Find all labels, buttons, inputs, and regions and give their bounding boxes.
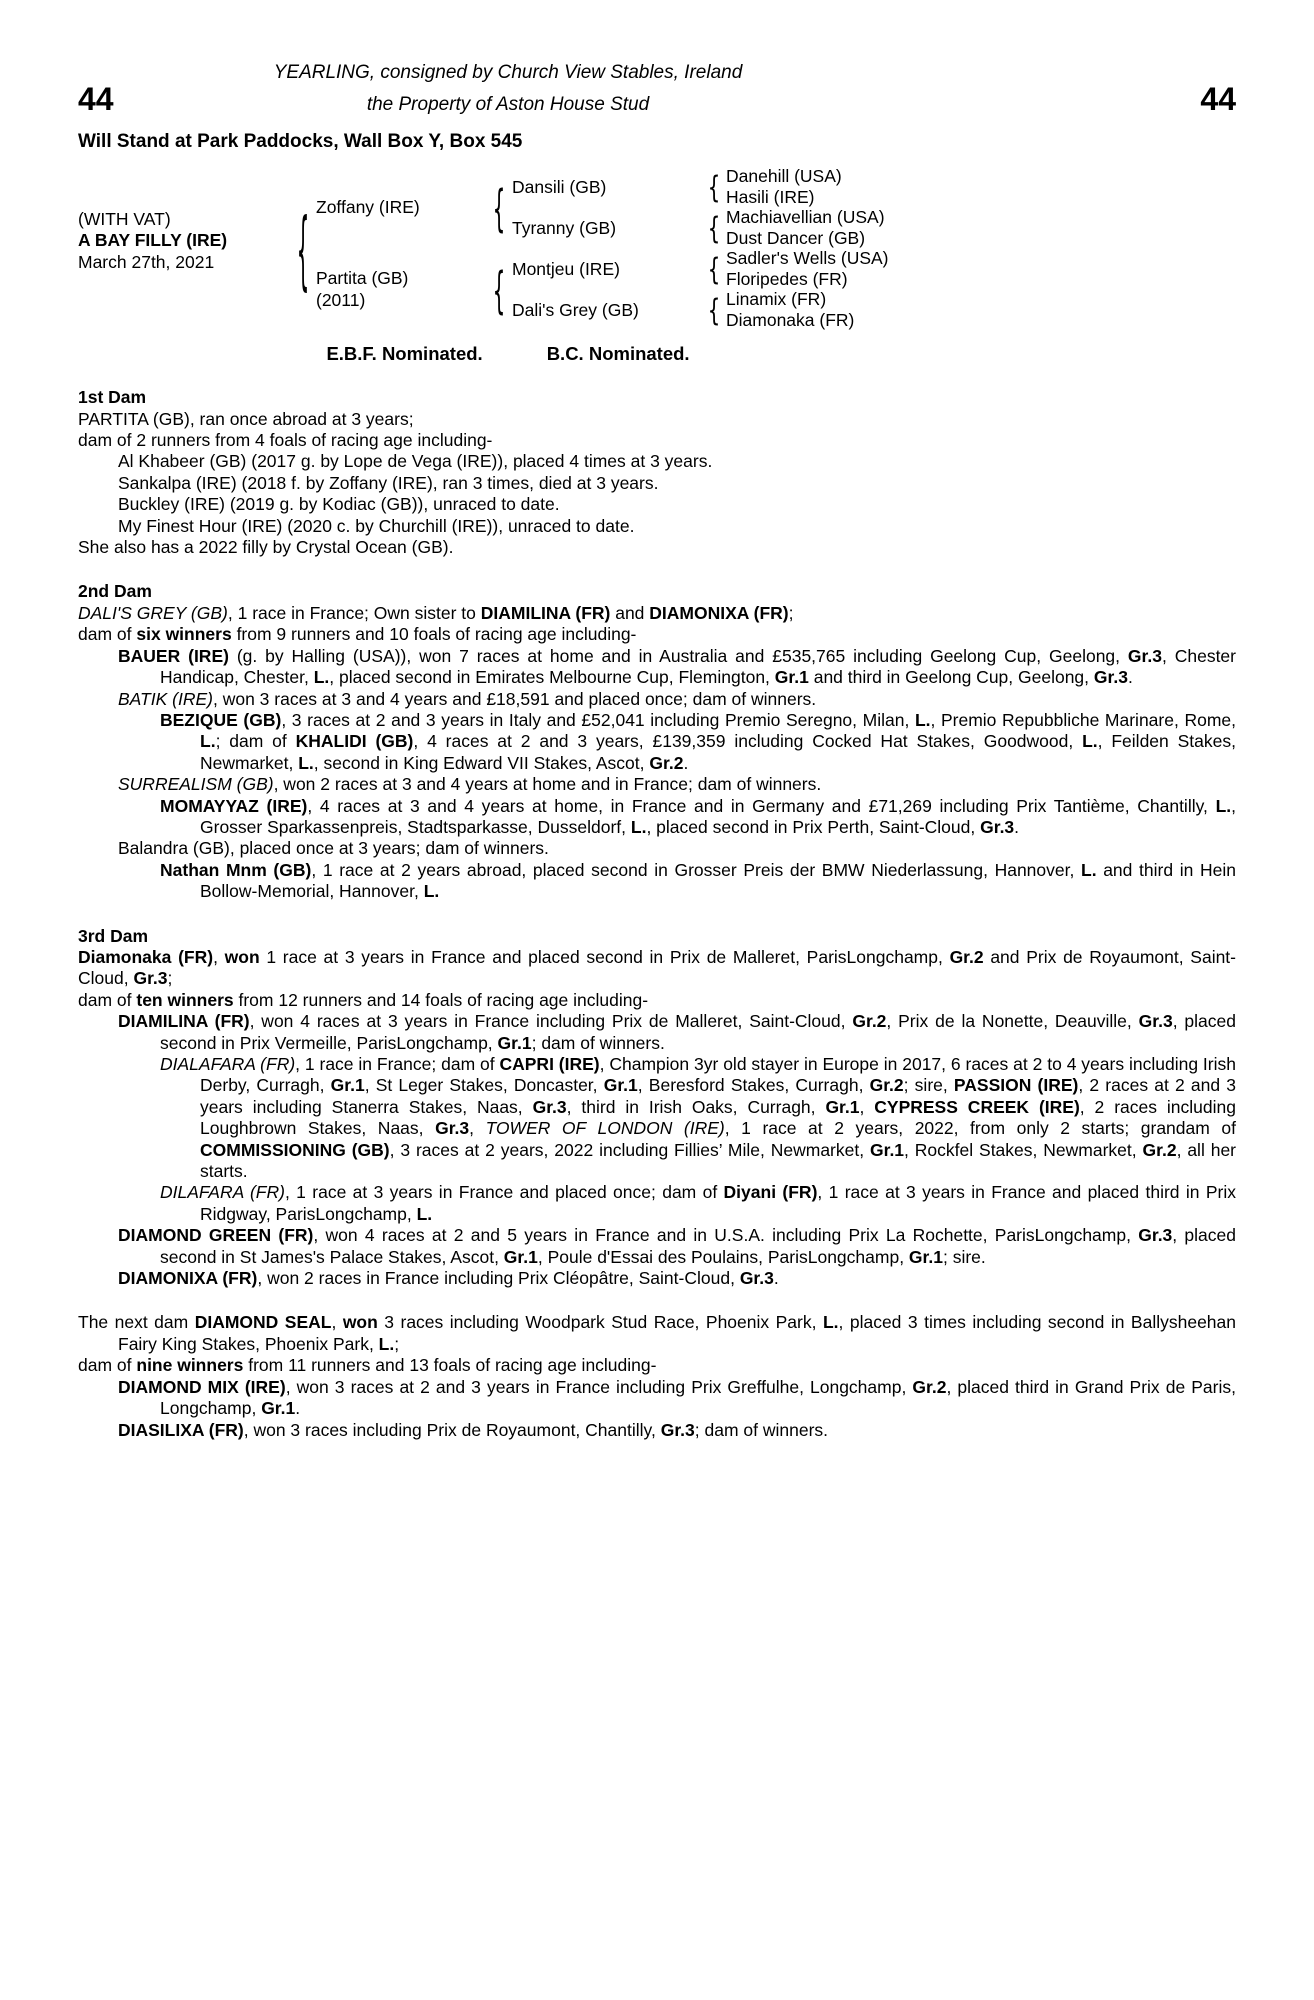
produce-record: DIAMILINA (FR), won 4 races at 3 years in France including Prix de Malleret, Saint-Cloud, Gr.2, Prix de la Nonette, Deauville, Gr.3, placed second in Prix Vermeille, ParisLongchamp, Gr.1; dam of winners.: [118, 1011, 1236, 1053]
mare-record: PARTITA (GB), ran once abroad at 3 years;: [78, 408, 414, 429]
produce-record: DIALAFARA (FR), 1 race in France; dam of CAPRI (IRE), Champion 3yr old stayer in Europe in 2017, 6 races at 2 to 4 years including Irish Derby, Curragh, Gr.1, St Leger Stakes, Doncaster, Gr.1, Beresford Stakes, Curragh, Gr.2; sire, PASSION (IRE), 2 races at 2 and 3 years including Stanerra Stakes, Naas, Gr.3, third in Irish Oaks, Curragh, Gr.1, CYPRESS CREEK (IRE), 2 races including Loughbrown Stakes, Naas, Gr.3, TOWER OF LONDON (IRE), 1 race at 2 years, 2022, from only 2 starts; grandam of COMMISSIONING (GB), 3 races at 2 years, 2022 including Fillies’ Mile, Newmarket, Gr.1, Rockfel Stakes, Newmarket, Gr.2, all her starts.: [160, 1054, 1237, 1182]
lot-number-right: 44: [1200, 81, 1236, 118]
produce-record: DIASILIXA (FR), won 3 races including Prix de Royaumont, Chantilly, Gr.3; dam of winners.: [118, 1419, 829, 1440]
section-2nd-dam: [78, 581, 1236, 902]
ancestor-name: Danehill (USA): [726, 166, 842, 187]
pedigree-brace-icon: {: [707, 169, 721, 206]
consignor-line: YEARLING, consigned by Church View Stables, Ireland: [273, 62, 743, 83]
produce-record: DILAFARA (FR), 1 race at 3 years in France and placed once; dam of Diyani (FR), 1 race at 3 years in France and placed third in Prix Ridgway, ParisLongchamp, L.: [160, 1182, 1236, 1224]
granddam-name: Tyranny (GB): [512, 217, 617, 238]
pedigree-brace-icon: {: [707, 292, 721, 329]
dam-name: Partita (GB): [316, 268, 409, 289]
ancestor-name: Sadler's Wells (USA): [726, 248, 889, 269]
mare-record: DALI'S GREY (GB), 1 race in France; Own sister to DIAMILINA (FR) and DIAMONIXA (FR);: [78, 602, 794, 623]
mare-record: The next dam DIAMOND SEAL, won 3 races including Woodpark Stud Race, Phoenix Park, L., placed 3 times including second in Ballysheehan Fairy King Stakes, Phoenix Park, L.;: [78, 1312, 1236, 1354]
ancestor-name: Linamix (FR): [726, 289, 827, 310]
ebf-nominated: E.B.F. Nominated.: [326, 342, 483, 364]
produce-intro: dam of six winners from 9 runners and 10 foals of racing age including-: [78, 624, 637, 645]
produce-record: BAUER (IRE) (g. by Halling (USA)), won 7 races at home and in Australia and £535,765 including Geelong Cup, Geelong, Gr.3, Chester Handicap, Chester, L., placed second in Emirates Melbourne Cup, Flemington, Gr.1 and third in Geelong Cup, Geelong, Gr.3.: [118, 645, 1236, 688]
ancestor-name: Hasili (IRE): [726, 186, 815, 207]
lot-number-left: 44: [78, 81, 114, 118]
pedigree-brace-icon: {: [492, 259, 506, 320]
produce-record: DIAMOND GREEN (FR), won 4 races at 2 and 5 years in France and in U.S.A. including Prix La Rochette, ParisLongchamp, Gr.3, placed second in St James's Palace Stakes, Ascot, Gr.1, Poule d'Essai des Poulains, ParisLongchamp, Gr.1; sire.: [118, 1225, 1236, 1267]
mare-note: She also has a 2022 filly by Crystal Ocean (GB).: [78, 537, 454, 558]
section-heading: 2nd Dam: [78, 581, 152, 602]
dam-year: (2011): [316, 289, 366, 310]
vat-note: (WITH VAT): [78, 208, 171, 229]
property-line: the Property of Aston House Stud: [366, 94, 650, 116]
dam-name-block: [316, 249, 486, 331]
produce-intro: dam of ten winners from 12 runners and 14 foals of racing age including-: [78, 989, 649, 1010]
section-heading: 3rd Dam: [78, 925, 149, 946]
produce-record: DIAMONIXA (FR), won 2 races in France including Prix Cléopâtre, Saint-Cloud, Gr.3.: [118, 1268, 779, 1289]
page-header: [78, 62, 1236, 153]
produce-record: Buckley (IRE) (2019 g. by Kodiac (GB)), unraced to date.: [118, 494, 560, 515]
pedigree-table: [78, 167, 1236, 331]
stand-location-line: Will Stand at Park Paddocks, Wall Box Y, Box 545: [78, 131, 523, 153]
produce-record: Al Khabeer (GB) (2017 g. by Lope de Vega (IRE)), placed 4 times at 3 years.: [118, 451, 713, 472]
produce-record: Balandra (GB), placed once at 3 years; dam of winners.: [118, 838, 549, 859]
produce-record: DIAMOND MIX (IRE), won 3 races at 2 and 3 years in France including Prix Greffulhe, Longchamp, Gr.2, placed third in Grand Prix de Paris, Longchamp, Gr.1.: [118, 1376, 1236, 1419]
pedigree-brace-icon: {: [492, 177, 506, 238]
ancestor-name: Diamonaka (FR): [726, 309, 855, 330]
produce-record: MOMAYYAZ (IRE), 4 races at 3 and 4 years at home, in France and in Germany and £71,269 including Prix Tantième, Chantilly, L., Grosser Sparkassenpreis, Stadtsparkasse, Dusseldorf, L., placed second in Prix Perth, Saint-Cloud, Gr.3.: [160, 795, 1237, 837]
produce-record: SURREALISM (GB), won 2 races at 3 and 4 years at home and in France; dam of winners.: [118, 774, 822, 795]
pedigree-brace-icon: {: [707, 210, 721, 247]
ancestor-name: Dust Dancer (GB): [726, 227, 866, 248]
horse-description: A BAY FILLY (IRE): [78, 230, 228, 251]
produce-intro: dam of nine winners from 11 runners and 13 foals of racing age including-: [78, 1355, 657, 1376]
ancestor-name: Floripedes (FR): [726, 268, 848, 289]
property-row: [78, 81, 1236, 127]
pedigree-brace-icon: {: [707, 251, 721, 288]
produce-record: BEZIQUE (GB), 3 races at 2 and 3 years in Italy and £52,041 including Premio Seregno, Milan, L., Premio Repubbliche Marinare, Rome, L.; dam of KHALIDI (GB), 4 races at 2 and 3 years, £139,359 including Cocked Hat Stakes, Goodwood, L., Feilden Stakes, Newmarket, L., second in King Edward VII Stakes, Ascot, Gr.2.: [160, 709, 1236, 773]
section-3rd-dam: [78, 926, 1236, 1290]
section-1st-dam: [78, 387, 1236, 558]
produce-record: Sankalpa (IRE) (2018 f. by Zoffany (IRE), ran 3 times, died at 3 years.: [118, 472, 659, 493]
grandsire-name: Montjeu (IRE): [512, 258, 620, 279]
bc-nominated: B.C. Nominated.: [546, 342, 690, 364]
section-next-dam: [78, 1312, 1236, 1440]
pedigree-subject-block: [78, 159, 290, 323]
produce-record: BATIK (IRE), won 3 races at 3 and 4 years and £18,591 and placed once; dam of winners.: [118, 688, 817, 709]
produce-record: Nathan Mnm (GB), 1 race at 2 years abroad, placed second in Grosser Preis der BMW Niederlassung, Hannover, L. and third in Hein Bollow-Memorial, Hannover, L.: [160, 859, 1236, 902]
section-heading: 1st Dam: [78, 387, 147, 408]
granddam-name: Dali's Grey (GB): [512, 299, 639, 320]
produce-record: My Finest Hour (IRE) (2020 c. by Churchill (IRE)), unraced to date.: [118, 515, 635, 536]
mare-record: Diamonaka (FR), won 1 race at 3 years in France and placed second in Prix de Malleret, ParisLongchamp, Gr.2 and Prix de Royaumont, Saint-Cloud, Gr.3;: [78, 946, 1236, 989]
grandsire-name: Dansili (GB): [512, 176, 607, 197]
produce-intro: dam of 2 runners from 4 foals of racing age including-: [78, 430, 493, 451]
foal-date: March 27th, 2021: [78, 251, 215, 272]
ancestor-name: Machiavellian (USA): [726, 207, 885, 228]
sire-name: Zoffany (IRE): [316, 197, 420, 218]
nomination-line: [78, 343, 938, 364]
pedigree-brace-icon: {: [296, 197, 310, 301]
